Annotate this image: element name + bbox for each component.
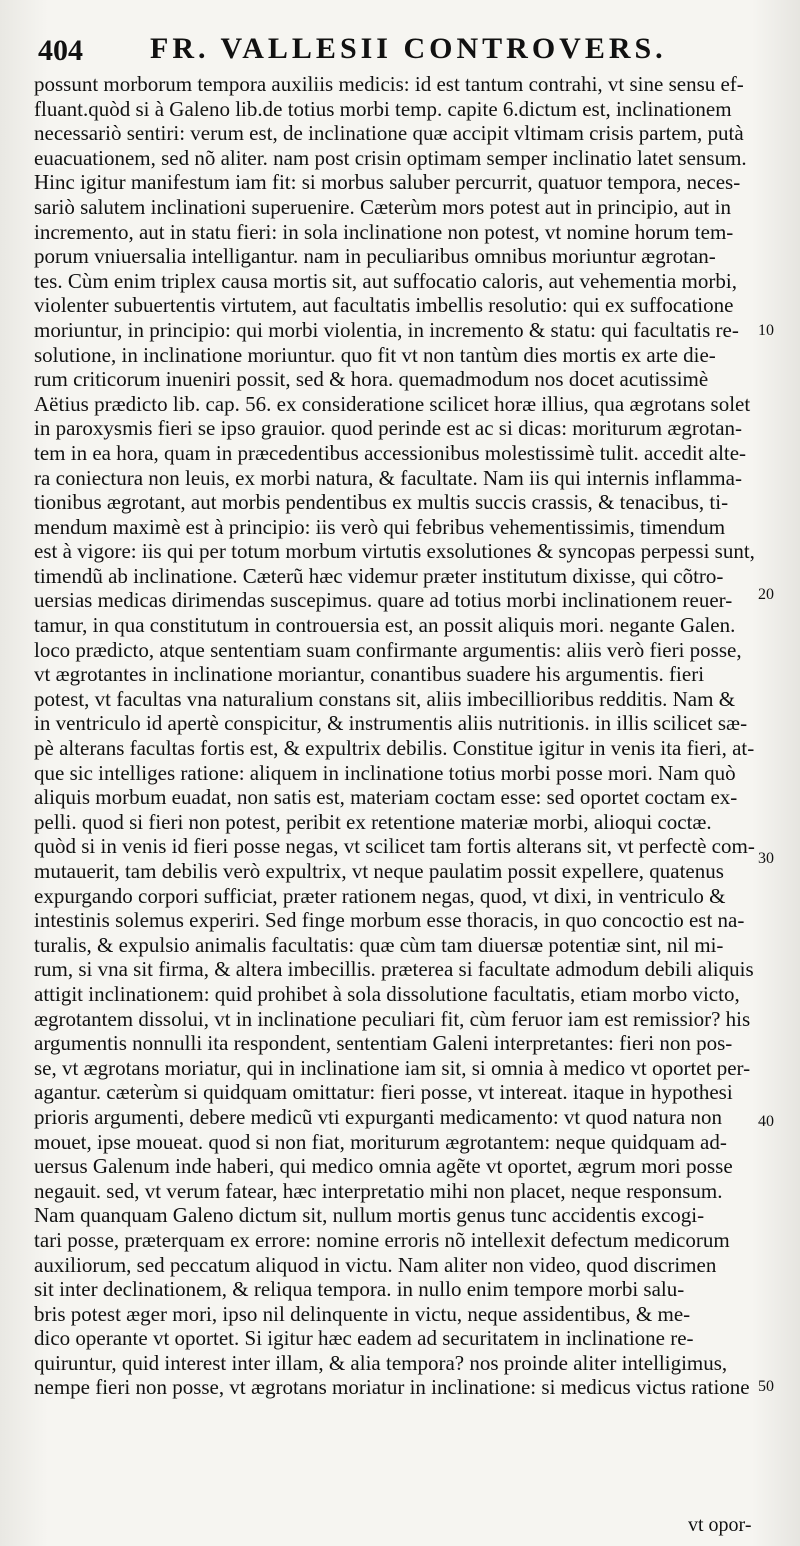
line-number-marker: 50	[758, 1378, 774, 1395]
line-number-marker: 10	[758, 322, 774, 339]
text-line: tem in ea hora, quam in præcedentibus accessionibus molestissimè tulit. accedit alte-	[34, 440, 747, 465]
text-line: tari posse, præterquam ex errore: nomine erroris nõ intellexit defectum medicorum	[34, 1227, 730, 1252]
text-line: mutauerit, tam debilis verò expultrix, vt neque paulatim possit expellere, quatenus	[34, 859, 724, 883]
text-line: uersias medicas dirimendas suscepimus. quare ad totius morbi inclinationem reuer-	[34, 588, 733, 613]
text-line: loco prædicto, atque sententiam suam confirmante argumentis: aliis verò fieri posse,	[34, 637, 742, 662]
page-header	[38, 28, 758, 68]
margin-line-numbers	[758, 0, 798, 1546]
text-line: rum, si vna sit firma, & altera imbecillis. præterea si facultate admodum debili aliquis	[34, 957, 754, 982]
text-line: mouet, ipse moueat. quod si non fiat, moriturum ægrotantem: neque quidquam ad-	[34, 1129, 727, 1154]
text-line: dico operante vt oportet. Si igitur hæc eadem ad securitatem in inclinatione re-	[34, 1326, 694, 1351]
text-line: potest, vt facultas vna naturalium constans sit, aliis imbecillioribus redditis. Nam &	[34, 686, 736, 711]
text-line: pè alterans facultas fortis est, & expultrix debilis. Constitue igitur in venis ita fieri, at-	[34, 736, 755, 761]
text-line: mendum maximè est à principio: iis verò qui febribus vehementissimis, timendum	[34, 514, 726, 539]
text-line: agantur. cæterùm si quidquam omittatur: fieri posse, vt intereat. itaque in hypothesi	[34, 1080, 733, 1105]
text-line: fluant.quòd si à Galeno lib.de totius morbi temp. capite 6.dictum est, inclinationem	[34, 96, 732, 121]
running-title: FR. VALLESII CONTROVERS.	[150, 32, 667, 65]
text-line: prioris argumenti, debere medicũ vti expurganti medicamento: vt quod natura non	[34, 1104, 722, 1129]
text-line: pelli. quod si fieri non potest, peribit ex retentione materiæ morbi, alioqui coctæ.	[34, 809, 712, 834]
text-line: vt ægrotantes in inclinatione moriantur, conantibus suadere his argumentis. fieri	[34, 662, 705, 687]
line-number-marker: 30	[758, 850, 774, 867]
text-line: necessariò sentiri: verum est, de inclinatione quæ accipit vltimam crisis partem, putà	[34, 121, 744, 146]
text-line: violenter subuertentis virtutem, aut facultatis imbellis resolutio: qui ex suffocatione	[34, 293, 734, 318]
text-line: ægrotantem dissolui, vt in inclinatione peculiari fit, cùm feruor iam est remissior? his	[34, 1006, 751, 1031]
catchword: vt opor-	[688, 1514, 752, 1536]
text-line: ra coniectura non leuis, ex morbi natura, & facultate. Nam iis qui internis inflamma-	[34, 465, 742, 490]
text-line: negauit. sed, vt verum fatear, hæc interpretatio mihi non placet, neque responsum.	[34, 1178, 723, 1203]
text-line: sariò salutem inclinationi superuenire. Cæterùm mors potest aut in principio, aut in	[34, 194, 731, 219]
text-line: Aëtius prædicto lib. cap. 56. ex consideratione scilicet horæ illius, qua ægrotans solet	[34, 391, 751, 416]
text-line: in paroxysmis fieri se ipso grauior. quod perinde est ac si dicas: moriturum ægrotan-	[34, 416, 743, 441]
text-line: uersus Galenum inde haberi, qui medico omnia agẽte vt oportet, ægrum mori posse	[34, 1154, 733, 1179]
text-line: porum vniuersalia intelligantur. nam in peculiaribus omnibus moriuntur ægrotan-	[34, 244, 716, 269]
text-line: argumentis nonnulli ita respondent, sententiam Galeni interpretantes: fieri non pos-	[34, 1031, 733, 1056]
text-line: nempe fieri non posse, vt ægrotans moriatur in inclinatione: si medicus victus ratione	[34, 1375, 750, 1400]
line-number-marker: 40	[758, 1113, 774, 1130]
text-line: intestinis solemus experiri. Sed finge morbum esse thoracis, in quo concoctio est na-	[34, 908, 745, 933]
text-line: rum criticorum inueniri possit, sed & hora. quemadmodum nos docet acutissimè	[34, 367, 709, 392]
text-line: moriuntur, in principio: qui morbi violentia, in incremento & statu: qui facultatis re-	[34, 317, 739, 342]
text-line: possunt morborum tempora auxiliis medicis: id est tantum contrahi, vt sine sensu ef-	[34, 72, 744, 96]
text-line: Nam quanquam Galeno dictum sit, nullum mortis genus tunc accidentis excogi-	[34, 1203, 705, 1228]
text-line: que sic intelliges ratione: aliquem in inclinatione totius morbi posse mori. Nam quò	[34, 760, 736, 785]
line-number-marker: 20	[758, 586, 774, 603]
text-line: se, vt ægrotans moriatur, qui in inclinatione iam sit, si omnia à medico vt oportet per-	[34, 1055, 751, 1080]
text-line: est à vigore: iis qui per totum morbum virtutis exsolutiones & syncopas perpessi sunt,	[34, 539, 755, 564]
text-line: tamur, in qua constitutum in controuersia est, an possit aliquis mori. negante Galen.	[34, 613, 736, 638]
text-line: euacuationem, sed nõ aliter. nam post crisin optimam semper inclinatio latet sensum.	[34, 145, 747, 170]
page-number: 404	[38, 34, 83, 67]
text-line: turalis, & expulsio animalis facultatis: quæ cùm tam diuersæ potentiæ sint, nil mi-	[34, 932, 724, 957]
text-line: quiruntur, quid interest inter illam, & alia tempora? nos proinde aliter intelligimus,	[34, 1350, 728, 1375]
text-line: incremento, aut in statu fieri: in sola inclinatione non potest, vt nomine horum tem-	[34, 219, 734, 244]
body-text	[34, 72, 760, 1400]
text-line: quòd si in venis id fieri posse negas, vt scilicet tam fortis alterans sit, vt perfectè com-	[34, 834, 755, 859]
text-line: tes. Cùm enim triplex causa mortis sit, aut suffocatio caloris, aut vehementia morbi,	[34, 268, 737, 293]
text-line: solutione, in inclinatione moriuntur. quo fit vt non tantùm dies mortis ex arte die-	[34, 342, 716, 367]
text-line: Hinc igitur manifestum iam fit: si morbus saluber percurrit, quatuor tempora, neces-	[34, 170, 741, 195]
text-line: in ventriculo id apertè conspicitur, & instrumentis aliis nutritionis. in illis scilicet sæ-	[34, 711, 748, 736]
text-line: tionibus ægrotant, aut morbis pendentibus ex multis succis crassis, & tenacibus, ti-	[34, 490, 729, 515]
text-line: aliquis morbum euadat, non satis est, materiam coctam esse: sed oportet coctam ex-	[34, 785, 738, 810]
text-line: expurgando corpori sufficiat, præter rationem negas, quod, vt dixi, in ventriculo &	[34, 883, 726, 908]
text-line: auxiliorum, sed peccatum aliquod in victu. Nam aliter non video, quod discrimen	[34, 1252, 717, 1277]
text-line: timendũ ab inclinatione. Cæterũ hæc videmur præter institutum dixisse, qui cõtro-	[34, 563, 724, 588]
text-line: attigit inclinationem: quid prohibet à sola dissolutione facultatis, etiam morbo victo,	[34, 981, 740, 1006]
text-line: sit inter declinationem, & reliqua tempora. in nullo enim tempore morbi salu-	[34, 1277, 685, 1302]
text-line: bris potest æger mori, ipso nil delinquente in victu, neque assidentibus, & me-	[34, 1301, 691, 1326]
